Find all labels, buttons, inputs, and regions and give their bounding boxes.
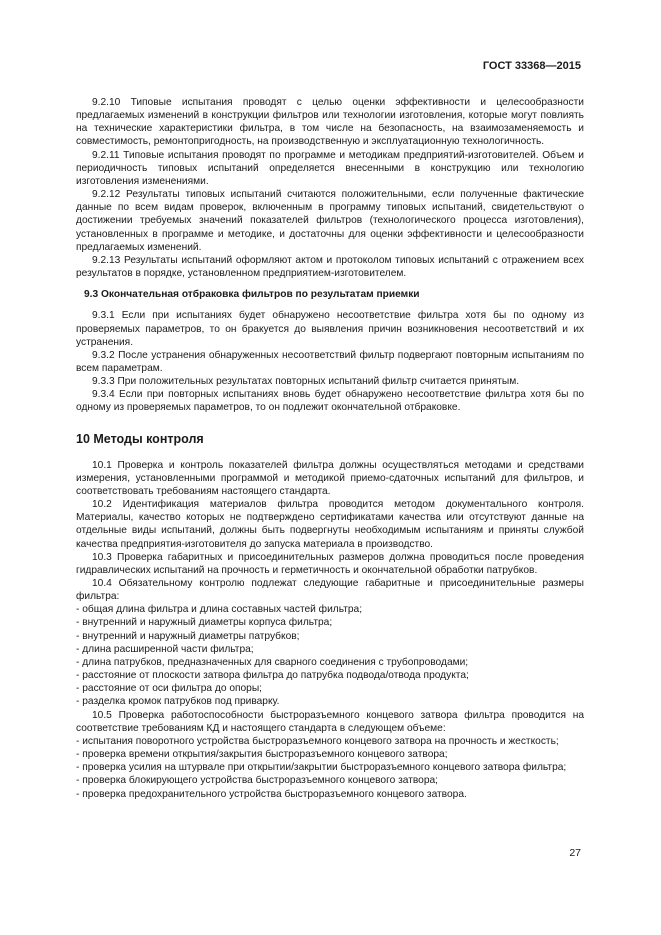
paragraph-9-2-13: 9.2.13 Результаты испытаний оформляют актом и протоколом типовых испытаний с отражением всех результатов в порядке, установленном предприятием-изготовителем. <box>76 254 584 280</box>
paragraph-10-2: 10.2 Идентификация материалов фильтра проводится методом документального контроля. Материалы, качество которых не подтверждено сертификатами качества или отсутствуют данные на отдельные виды испытаний, должны быть подвергнуты необходимым испытаниям и приняты службой качества предприятия-изготовителя до запуска материала в производство. <box>76 499 584 550</box>
list-item: - общая длина фильтра и длина составных частей фильтра; <box>76 603 584 616</box>
page-body <box>76 96 584 801</box>
list-item: - внутренний и наружный диаметры корпуса фильтра; <box>76 616 584 629</box>
paragraph-9-3-4: 9.3.4 Если при повторных испытаниях вновь будет обнаружено несоответствие фильтра хотя бы по одному из проверяемых параметров, то он подлежит окончательной отбраковке. <box>76 389 584 414</box>
paragraph-10-3: 10.3 Проверка габаритных и присоединительных размеров должна проводиться после проведения гидравлических испытаний на прочность и герметичность и окончательной обработки патрубков. <box>76 551 584 576</box>
paragraph-9-2-10: 9.2.10 Типовые испытания проводят с целью оценки эффективности и целесообразности предлагаемых изменений в конструкции фильтров или технологии изготовления, которые могут повлиять на технические характеристики фильтра, в том числе на безопасность, на взаимозаменяемость и совместимость, ремонтопригодность, на производственную и эксплуатационную технологичность. <box>76 97 584 148</box>
list-item: - испытания поворотного устройства быстроразъемного концевого затвора на прочность и жесткость; <box>76 735 584 748</box>
paragraph-9-2-12: 9.2.12 Результаты типовых испытаний считаются положительными, если полученные фактические данные по всем видам проверок, включенным в программу типовых испытаний, свидетельствуют о достижении требуемых значений показателей фильтров (технологического процесса изготовления), установленных в программе и методике, и достаточны для оценки эффективности и целесообразности предлагаемых изменений. <box>76 189 584 253</box>
paragraph-10-4: 10.4 Обязательному контролю подлежат следующие габаритные и присоединительные размеры фильтра: <box>76 578 584 603</box>
list-item: - проверка усилия на штурвале при открытии/закрытии быстроразъемного концевого затвора фильтра; <box>76 761 584 774</box>
closure-checks-list <box>76 735 584 801</box>
paragraph-9-3-3: 9.3.3 При положительных результатах повторных испытаний фильтр считается принятым. <box>92 376 520 388</box>
list-item: - разделка кромок патрубков под приварку. <box>76 695 584 708</box>
list-item: - длина расширенной части фильтра; <box>76 643 584 656</box>
list-item: - внутренний и наружный диаметры патрубков; <box>76 630 584 643</box>
paragraph-10-5: 10.5 Проверка работоспособности быстроразъемного концевого затвора фильтра проводится на соответствие требованиям КД и настоящего стандарта в следующем объеме: <box>76 709 584 734</box>
list-item: - проверка предохранительного устройства быстроразъемного концевого затвора. <box>76 788 584 801</box>
subsection-heading-9-3: 9.3 Окончательная отбраковка фильтров по результатам приемки <box>84 289 420 301</box>
list-item: - длина патрубков, предназначенных для сварного соединения с трубопроводами; <box>76 656 584 669</box>
dimensions-list <box>76 603 584 708</box>
list-item: - проверка блокирующего устройства быстроразъемного концевого затвора; <box>76 774 584 787</box>
paragraph-10-1: 10.1 Проверка и контроль показателей фильтра должны осуществляться методами и средствами измерения, установленными программой и методикой приемо-сдаточных испытаний для фильтров, и соответствовать требованиям настоящего стандарта. <box>76 459 584 497</box>
document-header: ГОСТ 33368—2015 <box>482 60 581 72</box>
section-heading-10: 10 Методы контроля <box>76 431 204 446</box>
list-item: - расстояние от плоскости затвора фильтра до патрубка подвода/отвода продукта; <box>76 669 584 682</box>
paragraph-9-2-11: 9.2.11 Типовые испытания проводят по программе и методикам предприятий-изготовителей. Объем и периодичность типовых испытаний определяется внесенными в конструкцию или технологию изготовления изменениями. <box>76 149 584 187</box>
list-item: - расстояние от оси фильтра до опоры; <box>76 682 584 695</box>
paragraph-9-3-2: 9.3.2 После устранения обнаруженных несоответствий фильтр подвергают повторным испытаниям по всем параметрам. <box>76 349 584 374</box>
paragraph-9-3-1: 9.3.1 Если при испытаниях будет обнаружено несоответствие фильтра хотя бы по одному из проверяемых параметров, то он бракуется до выявления причин возникновения несоответствий и их устранения. <box>76 310 584 348</box>
list-item: - проверка времени открытия/закрытия быстроразъемного концевого затвора; <box>76 748 584 761</box>
page-number: 27 <box>569 847 581 859</box>
